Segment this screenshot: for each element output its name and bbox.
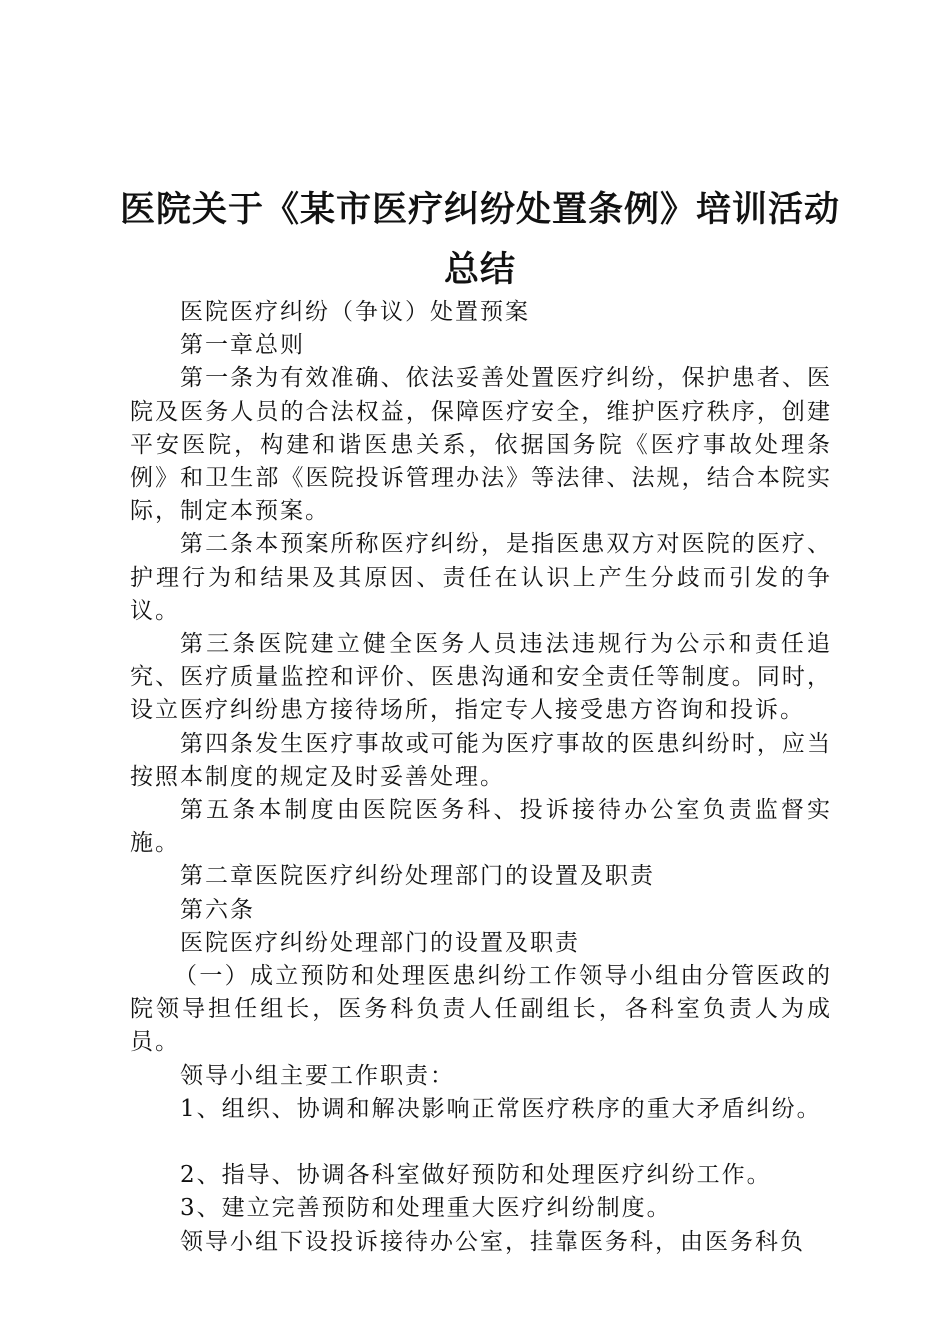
- paragraph-departments-heading: 医院医疗纠纷处理部门的设置及职责: [180, 929, 580, 956]
- paragraph-item-1: （一）成立预防和处理医患纠纷工作领导小组由分管医政的院领导担任组长，医务科负责人任副组长，各科室负责人为成员。: [130, 963, 832, 1056]
- paragraph-duty-3: 3、建立完善预防和处理重大医疗纠纷制度。: [180, 1195, 672, 1222]
- paragraph-duties-heading: 领导小组主要工作职责：: [180, 1062, 455, 1089]
- paragraph-article-4: 第四条发生医疗事故或可能为医疗事故的医患纠纷时，应当按照本制度的规定及时妥善处理。: [130, 730, 832, 790]
- paragraph-duty-2: 2、指导、协调各科室做好预防和处理医疗纠纷工作。: [180, 1162, 772, 1189]
- paragraph-chapter-1: 第一章总则: [180, 332, 305, 359]
- paragraph-article-6: 第六条: [180, 896, 255, 923]
- paragraph-office: 领导小组下设投诉接待办公室，挂靠医务科，由医务科负: [180, 1228, 805, 1255]
- paragraph-article-3: 第三条医院建立健全医务人员违法违规行为公示和责任追究、医疗质量监控和评价、医患沟通和安全责任等制度。同时，设立医疗纠纷患方接待场所，指定专人接受患方咨询和投诉。: [130, 631, 832, 724]
- paragraph-chapter-2: 第二章医院医疗纠纷处理部门的设置及职责: [180, 863, 655, 890]
- document-title-line-1: 医院关于《某市医疗纠纷处置条例》培训活动: [120, 190, 841, 230]
- paragraph-duty-1: 1、组织、协调和解决影响正常医疗秩序的重大矛盾纠纷。: [180, 1095, 822, 1122]
- paragraph-article-1: 第一条为有效准确、依法妥善处置医疗纠纷，保护患者、医院及医务人员的合法权益，保障医疗安全，维护医疗秩序，创建平安医院，构建和谐医患关系，依据国务院《医疗事故处理条例》和卫生部《医院投诉管理办法》等法律、法规，结合本院实际，制定本预案。: [130, 365, 832, 525]
- paragraph-plan-title: 医院医疗纠纷（争议）处置预案: [180, 299, 530, 325]
- blank-line: [130, 1126, 832, 1159]
- document-title-line-2: 总结: [443, 250, 516, 290]
- paragraph-article-2: 第二条本预案所称医疗纠纷，是指医患双方对医院的医疗、护理行为和结果及其原因、责任在认识上产生分歧而引发的争议。: [130, 531, 832, 624]
- paragraph-article-5: 第五条本制度由医院医务科、投诉接待办公室负责监督实施。: [130, 797, 832, 857]
- document-body: [130, 296, 832, 1259]
